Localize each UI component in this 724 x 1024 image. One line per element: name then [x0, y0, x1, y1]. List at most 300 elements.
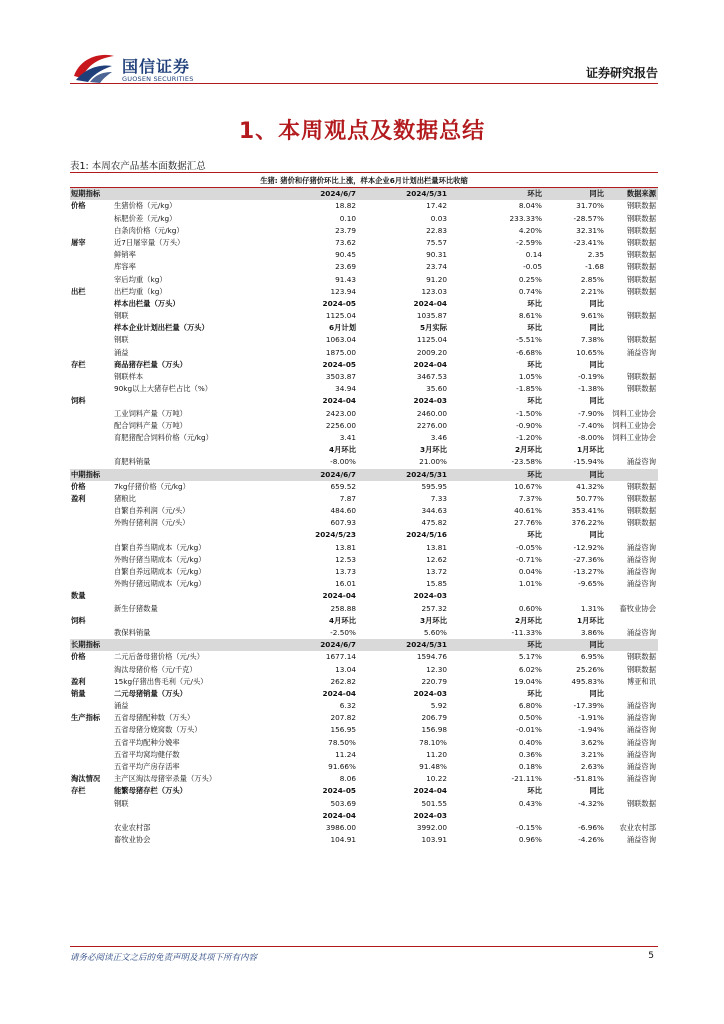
table-caption: 表1: 本周农产品基本面数据汇总: [70, 161, 206, 172]
yoy-cell: 同比: [589, 189, 604, 199]
current-value-cell: 2024-05: [322, 359, 356, 369]
indicator-cell: 7kg仔猪价格（元/kg）: [114, 481, 190, 491]
mom-cell: 0.43%: [518, 798, 542, 808]
yoy-cell: 同比: [589, 786, 604, 796]
source-cell: 钢联数据: [626, 506, 656, 516]
category-cell: 中期指标: [71, 469, 101, 479]
previous-value-cell: 156.98: [421, 725, 447, 735]
previous-value-cell: 103.91: [421, 835, 447, 845]
current-value-cell: -2.50%: [330, 627, 356, 637]
table-row: [70, 420, 658, 432]
indicator-cell: 90kg以上大猪存栏占比（%）: [114, 384, 213, 394]
yoy-cell: 同比: [589, 323, 604, 333]
table-row: [70, 286, 658, 298]
yoy-cell: 6.95%: [580, 652, 604, 662]
source-cell: 涌益咨询: [626, 713, 656, 723]
source-cell: 钢联数据: [626, 372, 656, 381]
previous-value-cell: 2024/5/31: [406, 640, 447, 650]
current-value-cell: 1875.00: [325, 347, 356, 357]
table-row: [70, 274, 658, 286]
yoy-cell: 376.22%: [571, 518, 604, 528]
yoy-cell: -7.90%: [578, 408, 604, 418]
source-cell: 钢联数据: [626, 237, 656, 247]
guosen-logo-icon: [70, 50, 116, 84]
mom-cell: 7.37%: [518, 493, 542, 503]
yoy-cell: 10.65%: [576, 347, 604, 357]
table-row: [70, 834, 658, 846]
table-subheader-row: [70, 590, 658, 602]
previous-value-cell: 2024-04: [413, 786, 447, 796]
yoy-cell: -1.38%: [578, 384, 604, 394]
previous-value-cell: 23.74: [426, 262, 447, 272]
yoy-cell: -12.92%: [573, 542, 604, 552]
table-subheader-row: [70, 785, 658, 797]
current-value-cell: 13.04: [335, 664, 356, 674]
mom-cell: 1.05%: [518, 372, 542, 381]
mom-cell: -1.85%: [516, 384, 542, 394]
indicator-cell: 外购仔猪当期成本（元/kg）: [114, 554, 206, 564]
current-value-cell: 2024/6/7: [320, 640, 356, 650]
current-value-cell: 659.52: [330, 481, 356, 491]
mom-cell: 40.61%: [514, 506, 542, 516]
source-cell: 钢联数据: [626, 201, 656, 211]
source-cell: 数据来源: [626, 189, 656, 199]
yoy-cell: 同比: [589, 298, 604, 308]
mom-cell: 0.74%: [518, 286, 542, 296]
mom-cell: -5.51%: [516, 335, 542, 345]
category-cell: 销量: [71, 688, 86, 698]
mom-cell: -0.05: [523, 262, 542, 272]
table-row: [70, 237, 658, 249]
previous-value-cell: 91.20: [426, 274, 447, 284]
current-value-cell: 262.82: [330, 676, 356, 686]
previous-value-cell: 3992.00: [416, 822, 447, 832]
current-value-cell: 4月环比: [329, 445, 356, 455]
mom-cell: -0.90%: [516, 420, 542, 430]
mom-cell: 4.20%: [518, 225, 542, 235]
mom-cell: 8.61%: [518, 311, 542, 321]
indicator-cell: 自繁自养远期成本（元/kg）: [114, 567, 206, 576]
mom-cell: 27.76%: [514, 518, 542, 528]
category-cell: 淘汰情况: [71, 774, 101, 784]
indicator-cell: 库容率: [114, 262, 136, 272]
mom-cell: -21.11%: [511, 774, 542, 784]
source-cell: 涌益咨询: [626, 725, 656, 735]
table-row: [70, 700, 658, 712]
current-value-cell: 16.01: [335, 579, 356, 589]
previous-value-cell: 501.55: [421, 798, 447, 808]
previous-value-cell: 5.92: [430, 701, 447, 711]
current-value-cell: 23.79: [335, 225, 356, 235]
current-value-cell: 18.82: [335, 201, 356, 211]
source-cell: 钢联数据: [626, 384, 656, 394]
source-cell: 饲料工业协会: [612, 420, 656, 430]
current-value-cell: 156.95: [330, 725, 356, 735]
mom-cell: 2月环比: [515, 445, 542, 455]
current-value-cell: 2423.00: [325, 408, 356, 418]
previous-value-cell: 3.46: [430, 432, 447, 442]
previous-value-cell: 2024-04: [413, 359, 447, 369]
indicator-cell: 二元后备母猪价格（元/头）: [114, 652, 205, 662]
table-row: [70, 603, 658, 615]
table-row: [70, 432, 658, 444]
table-row: [70, 627, 658, 639]
previous-value-cell: 11.20: [426, 749, 447, 759]
indicator-cell: 五省平均窝均健仔数: [114, 749, 180, 759]
previous-value-cell: 91.48%: [419, 762, 447, 771]
category-cell: 生产指标: [71, 713, 101, 723]
logo-chinese-name: 国信证券: [122, 57, 191, 76]
mom-cell: -2.59%: [516, 237, 542, 247]
source-cell: 涌益咨询: [626, 737, 656, 747]
category-cell: 价格: [71, 201, 86, 211]
current-value-cell: 2024-05: [322, 298, 356, 308]
mom-cell: 0.96%: [518, 835, 542, 845]
yoy-cell: 353.41%: [571, 506, 604, 516]
previous-value-cell: 344.63: [421, 506, 447, 516]
mom-cell: 6.80%: [518, 701, 542, 711]
table-subheader-row: [70, 444, 658, 456]
indicator-cell: 能繁母猪存栏（万头）: [114, 786, 187, 796]
previous-value-cell: 0.03: [430, 213, 447, 223]
current-value-cell: 123.94: [330, 286, 356, 296]
current-value-cell: 1677.14: [325, 652, 356, 662]
table-row: [70, 347, 658, 359]
yoy-cell: 同比: [589, 530, 604, 540]
mom-cell: -0.15%: [516, 822, 542, 832]
table-row: [70, 371, 658, 383]
current-value-cell: 13.73: [335, 567, 356, 576]
current-value-cell: 91.43: [335, 274, 356, 284]
mom-cell: 8.04%: [518, 201, 542, 211]
source-cell: 钢联数据: [626, 213, 656, 223]
source-cell: 钢联数据: [626, 481, 656, 491]
indicator-cell: 新生仔猪数量: [114, 603, 158, 613]
table-row: [70, 566, 658, 578]
previous-value-cell: 2024-03: [413, 396, 447, 406]
yoy-cell: -17.39%: [573, 701, 604, 711]
table-section-header: [70, 639, 658, 651]
indicator-cell: 农业农村部: [114, 822, 151, 832]
mom-cell: 0.25%: [518, 274, 542, 284]
current-value-cell: 3503.87: [325, 372, 356, 381]
indicator-cell: 工业饲料产量（万吨）: [114, 408, 187, 418]
current-value-cell: 258.88: [330, 603, 356, 613]
indicator-cell: 样本企业计划出栏量（万头）: [114, 323, 209, 333]
previous-value-cell: 2276.00: [416, 420, 447, 430]
mom-cell: -0.01%: [516, 725, 542, 735]
source-cell: 钢联数据: [626, 493, 656, 503]
indicator-cell: 近7日屠宰量（万头）: [114, 237, 185, 247]
previous-value-cell: 13.81: [426, 542, 447, 552]
mom-cell: -1.20%: [516, 432, 542, 442]
footer-disclaimer: 请务必阅读正文之后的免责声明及其项下所有内容: [70, 953, 258, 963]
table-row: [70, 383, 658, 395]
yoy-cell: 2.21%: [580, 286, 604, 296]
previous-value-cell: 90.31: [426, 250, 447, 260]
table-row: [70, 749, 658, 761]
category-cell: 饲料: [71, 396, 86, 406]
previous-value-cell: 22.83: [426, 225, 447, 235]
table-row: [70, 493, 658, 505]
indicator-cell: 宰后均重（kg）: [114, 274, 167, 284]
yoy-cell: 同比: [589, 640, 604, 650]
table-row: [70, 261, 658, 273]
previous-value-cell: 13.72: [426, 567, 447, 576]
indicator-cell: 五省母猪配种数（万头）: [114, 713, 195, 723]
previous-value-cell: 123.03: [421, 286, 447, 296]
previous-value-cell: 2024/5/31: [406, 189, 447, 199]
table-row: [70, 225, 658, 237]
yoy-cell: 7.38%: [580, 335, 604, 345]
table-subheader-row: [70, 810, 658, 822]
source-cell: 涌益咨询: [626, 627, 656, 637]
yoy-cell: 31.70%: [576, 201, 604, 211]
source-cell: 钢联数据: [626, 250, 656, 260]
table-row: [70, 334, 658, 346]
source-cell: 饲料工业协会: [612, 408, 656, 418]
mom-cell: 0.04%: [518, 567, 542, 576]
previous-value-cell: 78.10%: [419, 737, 447, 747]
source-cell: 农业农村部: [619, 822, 656, 832]
indicator-cell: 主产区淘汰母猪宰杀量（万头）: [114, 774, 217, 784]
table-row: [70, 822, 658, 834]
mom-cell: -23.58%: [511, 457, 542, 467]
current-value-cell: 104.91: [330, 835, 356, 845]
mom-cell: 环比: [527, 396, 542, 406]
current-value-cell: 1063.04: [325, 335, 356, 345]
current-value-cell: 13.81: [335, 542, 356, 552]
table-row: [70, 664, 658, 676]
table-row: [70, 505, 658, 517]
mom-cell: 环比: [527, 323, 542, 333]
mom-cell: 环比: [527, 640, 542, 650]
indicator-cell: 样本出栏量（万头）: [114, 298, 180, 308]
yoy-cell: 2.85%: [580, 274, 604, 284]
previous-value-cell: 1035.87: [416, 311, 447, 321]
table-row: [70, 676, 658, 688]
mom-cell: 0.14: [525, 250, 542, 260]
source-cell: 涌益咨询: [626, 762, 656, 771]
source-cell: 钢联数据: [626, 518, 656, 528]
source-cell: 钢联数据: [626, 286, 656, 296]
current-value-cell: 3.41: [339, 432, 356, 442]
indicator-cell: 五省平均配种分娩率: [114, 737, 180, 747]
source-cell: 涌益咨询: [626, 542, 656, 552]
source-cell: 钢联数据: [626, 335, 656, 345]
table-subheader-row: [70, 529, 658, 541]
current-value-cell: 607.93: [330, 518, 356, 528]
indicator-cell: 外购仔猪利润（元/头）: [114, 518, 190, 528]
current-value-cell: 2024-04: [322, 591, 356, 601]
current-value-cell: 2024/5/23: [315, 530, 356, 540]
report-type-label: 证券研究报告: [585, 66, 658, 80]
table-row: [70, 712, 658, 724]
current-value-cell: 11.24: [335, 749, 356, 759]
current-value-cell: 73.62: [335, 237, 356, 247]
table-row: [70, 578, 658, 590]
current-value-cell: 2024-04: [322, 396, 356, 406]
source-cell: 钢联数据: [626, 798, 656, 808]
yoy-cell: 1月环比: [577, 615, 604, 625]
previous-value-cell: 2024-03: [413, 591, 447, 601]
indicator-cell: 猪粮比: [114, 493, 136, 503]
current-value-cell: 3986.00: [325, 822, 356, 832]
previous-value-cell: 75.57: [426, 237, 447, 247]
table-row: [70, 737, 658, 749]
category-cell: 饲料: [71, 615, 86, 625]
mom-cell: 0.60%: [518, 603, 542, 613]
table-subheader-row: [70, 322, 658, 334]
current-value-cell: 23.69: [335, 262, 356, 272]
table-row: [70, 481, 658, 493]
yoy-cell: 50.77%: [576, 493, 604, 503]
indicator-cell: 钢联样本: [114, 372, 144, 381]
indicator-cell: 二元母猪销量（万头）: [114, 688, 187, 698]
yoy-cell: 1月环比: [577, 445, 604, 455]
yoy-cell: 495.83%: [571, 676, 604, 686]
yoy-cell: -1.68: [585, 262, 604, 272]
current-value-cell: 1125.04: [325, 311, 356, 321]
category-cell: 价格: [71, 652, 86, 662]
yoy-cell: 9.61%: [580, 311, 604, 321]
header-divider: [70, 83, 658, 84]
yoy-cell: -1.94%: [578, 725, 604, 735]
yoy-cell: -0.19%: [578, 372, 604, 381]
current-value-cell: 6月计划: [329, 323, 356, 333]
table-row: [70, 200, 658, 212]
source-cell: 钢联数据: [626, 274, 656, 284]
mom-cell: 10.67%: [514, 481, 542, 491]
source-cell: 钢联数据: [626, 652, 656, 662]
previous-value-cell: 15.85: [426, 579, 447, 589]
source-cell: 涌益咨询: [626, 567, 656, 576]
source-cell: 博亚和讯: [626, 676, 656, 686]
indicator-cell: 教保料销量: [114, 627, 151, 637]
indicator-cell: 外购仔猪远期成本（元/kg）: [114, 579, 206, 589]
current-value-cell: 91.66%: [328, 762, 356, 771]
table-row: [70, 724, 658, 736]
category-cell: 出栏: [71, 286, 86, 296]
caption-divider: [70, 172, 658, 173]
mom-cell: 6.02%: [518, 664, 542, 674]
category-cell: 盈利: [71, 493, 86, 503]
yoy-cell: 2.35: [587, 250, 604, 260]
yoy-cell: 1.31%: [580, 603, 604, 613]
source-cell: 钢联数据: [626, 664, 656, 674]
category-cell: 价格: [71, 481, 86, 491]
mom-cell: 环比: [527, 688, 542, 698]
current-value-cell: 2024-04: [322, 688, 356, 698]
indicator-cell: 育肥料销量: [114, 457, 151, 467]
source-cell: 涌益咨询: [626, 835, 656, 845]
previous-value-cell: 3月环比: [420, 445, 447, 455]
previous-value-cell: 21.00%: [419, 457, 447, 467]
indicator-cell: 出栏均重（kg）: [114, 286, 167, 296]
table-row: [70, 542, 658, 554]
previous-value-cell: 206.79: [421, 713, 447, 723]
source-cell: 畜牧业协会: [619, 603, 656, 613]
previous-value-cell: 17.42: [426, 201, 447, 211]
category-cell: 长期指标: [71, 640, 101, 650]
table-row: [70, 249, 658, 261]
previous-value-cell: 2009.20: [416, 347, 447, 357]
page-header: [70, 48, 658, 92]
table-section-header: [70, 188, 658, 200]
yoy-cell: -27.36%: [573, 554, 604, 564]
current-value-cell: 2024/6/7: [320, 469, 356, 479]
yoy-cell: 3.62%: [580, 737, 604, 747]
current-value-cell: 12.53: [335, 554, 356, 564]
yoy-cell: 同比: [589, 359, 604, 369]
yoy-cell: 3.21%: [580, 749, 604, 759]
mom-cell: 环比: [527, 530, 542, 540]
current-value-cell: 2256.00: [325, 420, 356, 430]
indicator-cell: 淘汰母猪价格（元/千克）: [114, 664, 197, 674]
table-subheader-row: [70, 359, 658, 371]
mom-cell: 环比: [527, 786, 542, 796]
yoy-cell: 同比: [589, 469, 604, 479]
yoy-cell: -8.00%: [578, 432, 604, 442]
mom-cell: 233.33%: [509, 213, 542, 223]
current-value-cell: 7.87: [339, 493, 356, 503]
category-cell: 存栏: [71, 359, 86, 369]
source-cell: 涌益咨询: [626, 701, 656, 711]
indicator-cell: 自繁自养当期成本（元/kg）: [114, 542, 206, 552]
indicator-cell: 钢联: [114, 311, 129, 321]
current-value-cell: 34.94: [335, 384, 356, 394]
indicator-cell: 鲜销率: [114, 250, 136, 260]
table-row: [70, 517, 658, 529]
mom-cell: -11.33%: [511, 627, 542, 637]
previous-value-cell: 220.79: [421, 676, 447, 686]
yoy-cell: -6.96%: [578, 822, 604, 832]
previous-value-cell: 12.62: [426, 554, 447, 564]
category-cell: 盈利: [71, 676, 86, 686]
source-cell: 钢联数据: [626, 311, 656, 321]
yoy-cell: 25.26%: [576, 664, 604, 674]
page-number: 5: [648, 951, 654, 961]
footer-divider: [70, 946, 658, 947]
mom-cell: 环比: [527, 359, 542, 369]
yoy-cell: -7.40%: [578, 420, 604, 430]
previous-value-cell: 1594.76: [416, 652, 447, 662]
table-row: [70, 651, 658, 663]
mom-cell: 0.40%: [518, 737, 542, 747]
indicator-cell: 育肥猪配合饲料价格（元/kg）: [114, 432, 213, 442]
mom-cell: 1.01%: [518, 579, 542, 589]
yoy-cell: 32.31%: [576, 225, 604, 235]
previous-value-cell: 2024/5/16: [406, 530, 447, 540]
table-row: [70, 408, 658, 420]
table-row: [70, 798, 658, 810]
previous-value-cell: 3月环比: [420, 615, 447, 625]
category-cell: 数量: [71, 591, 86, 601]
mom-cell: 0.18%: [518, 762, 542, 771]
yoy-cell: -13.27%: [573, 567, 604, 576]
previous-value-cell: 5月实际: [420, 323, 447, 333]
source-cell: 饲料工业协会: [612, 432, 656, 442]
indicator-cell: 涌益: [114, 347, 129, 357]
yoy-cell: 41.32%: [576, 481, 604, 491]
yoy-cell: -15.94%: [573, 457, 604, 467]
previous-value-cell: 2024/5/31: [406, 469, 447, 479]
indicator-cell: 商品猪存栏量（万头）: [114, 359, 187, 369]
category-cell: 屠宰: [71, 237, 86, 247]
indicator-cell: 生猪价格（元/kg）: [114, 201, 177, 211]
indicator-cell: 钢联: [114, 798, 129, 808]
yoy-cell: -4.32%: [578, 798, 604, 808]
